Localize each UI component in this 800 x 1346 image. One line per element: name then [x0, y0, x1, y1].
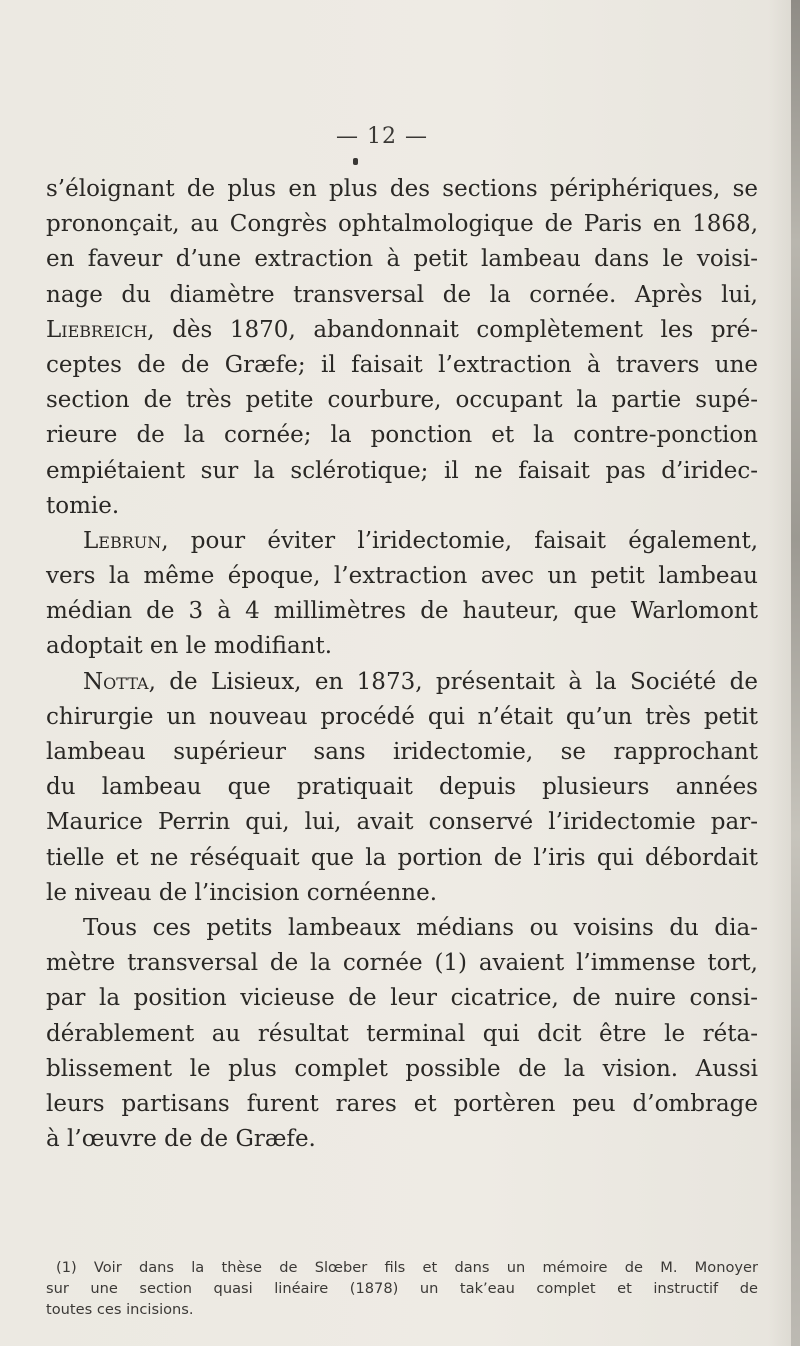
footnote: [46, 1257, 758, 1320]
text-line: [46, 313, 758, 348]
footnote-line: (1) Voir dans la thèse de Slœber fils et dans un mémoire de M. Monoyer: [56, 1259, 758, 1276]
text-line: nage du diamètre transversal de la cornée. Après lui,: [46, 281, 758, 308]
author-name-notta: Notta: [83, 668, 149, 695]
footnote-line: toutes ces incisions.: [46, 1301, 194, 1318]
text-line: en faveur d’une extraction à petit lambeau dans le voisi-: [46, 246, 758, 273]
text-line: rieure de la cornée; la ponction et la contre-ponction: [46, 422, 758, 449]
text-line: [46, 665, 758, 700]
text-line: médian de 3 à 4 millimètres de hauteur, que Warlomont: [46, 598, 758, 625]
text-line: tomie.: [46, 492, 120, 519]
text-line: à l’œuvre de de Græfe.: [46, 1126, 316, 1153]
text-line: section de très petite courbure, occupant la partie supé-: [46, 387, 758, 414]
page-edge: [791, 0, 800, 1346]
text-line: Tous ces petits lambeaux médians ou voisins du dia-: [83, 914, 758, 941]
text-line: mètre transversal de la cornée (1) avaient l’immense tort,: [46, 950, 758, 977]
text-line: lambeau supérieur sans iridectomie, se rapprochant: [46, 739, 758, 765]
text-line: chirurgie un nouveau procédé qui n’était qu’un très petit: [46, 703, 758, 730]
text-line: ceptes de de Græfe; il faisait l’extraction à travers une: [46, 351, 758, 378]
text-line: vers la même époque, l’extraction avec un petit lambeau: [46, 563, 758, 590]
text-line: [46, 524, 758, 559]
text-line: tielle et ne réséquait que la portion de l’iris qui débordait: [46, 844, 758, 871]
author-name-lebrun: Lebrun,: [83, 527, 169, 554]
text-line: le niveau de l’incision cornéenne.: [46, 879, 438, 906]
text-line: Maurice Perrin qui, lui, avait conservé l’iridectomie par-: [46, 809, 758, 836]
footnote-line: sur une section quasi linéaire (1878) un tak’eau complet et instructif de: [46, 1280, 758, 1297]
text-line-rest: dès 1870, abandonnait complètement les pré-: [172, 316, 759, 343]
ink-mark: [353, 158, 358, 165]
body-text: [46, 172, 758, 1157]
author-name-liebreich: Liebreich,: [46, 316, 155, 343]
text-line: prononçait, au Congrès ophtalmologique de Paris en 1868,: [46, 211, 758, 238]
text-line: adoptait en le modifiant.: [46, 633, 333, 660]
text-line-rest: , de Lisieux, en 1873, présentait à la Société de: [148, 668, 758, 695]
text-line: blissement le plus complet possible de la vision. Aussi: [46, 1055, 758, 1082]
text-line: dérablement au résultat terminal qui dcit être le réta-: [46, 1020, 758, 1047]
text-line: par la position vicieuse de leur cicatrice, de nuire consi-: [46, 985, 758, 1012]
text-line-rest: pour éviter l’iridectomie, faisait également,: [190, 527, 758, 554]
text-line: du lambeau que pratiquait depuis plusieurs années: [46, 774, 758, 801]
text-line: empiétaient sur la sclérotique; il ne faisait pas d’iridec-: [46, 457, 758, 484]
text-line: s’éloignant de plus en plus des sections périphériques, se: [46, 176, 758, 202]
text-line: leurs partisans furent rares et portèren peu d’ombrage: [46, 1090, 758, 1117]
page-number: — 12 —: [336, 124, 428, 149]
